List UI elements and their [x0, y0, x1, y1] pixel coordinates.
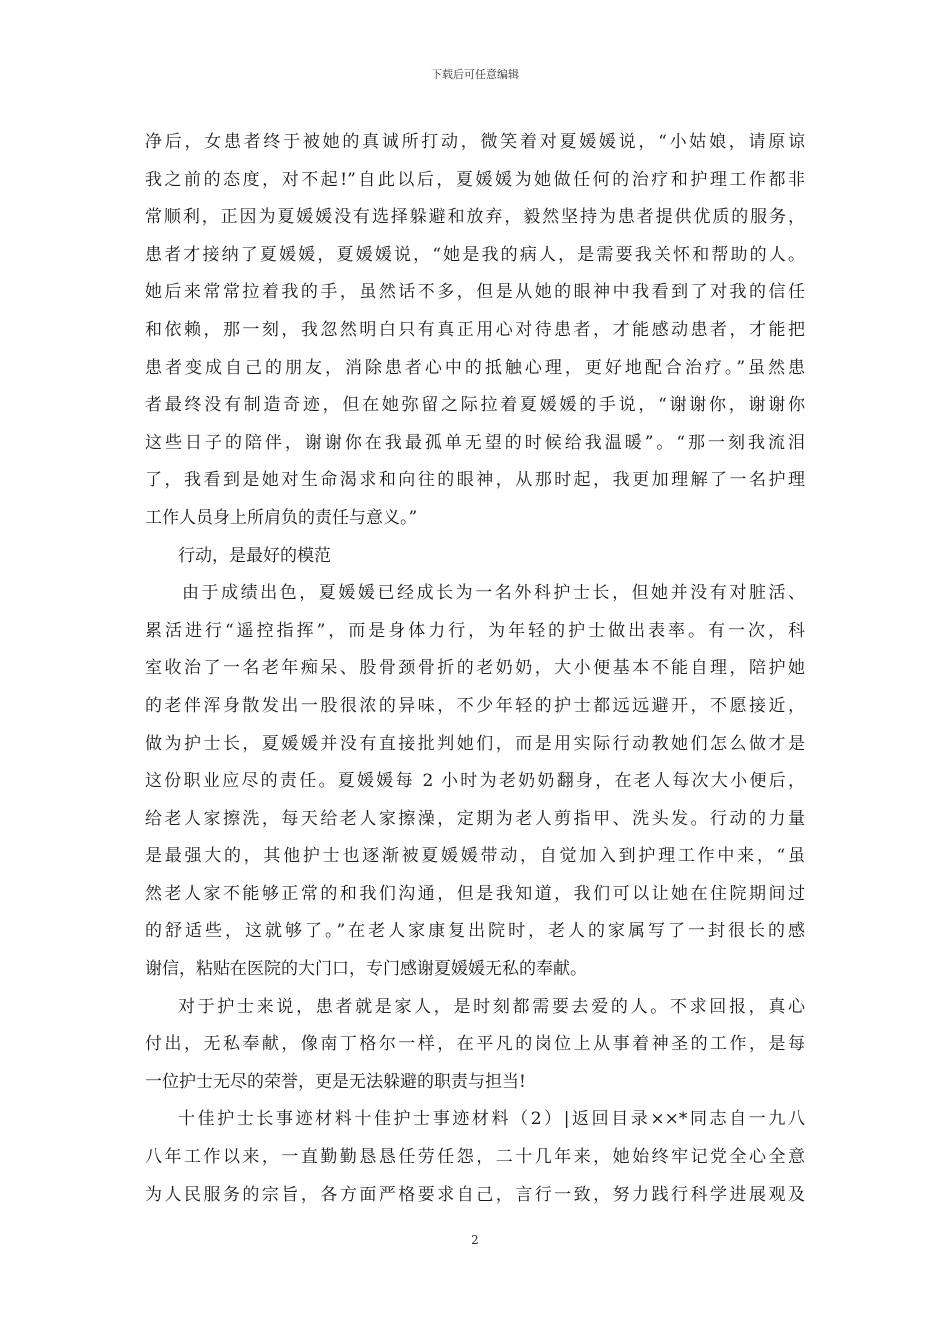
- page-header-note: 下载后可任意编辑: [431, 68, 519, 81]
- text-line: 十佳护士长事迹材料十佳护士事迹材料（2）|返回目录××*同志自一九八: [178, 1109, 805, 1130]
- text-line: 的舒适些，这就够了。”在老人家康复出院时，老人的家属写了一封很长的感: [145, 921, 805, 942]
- text-line: 做为护士长，夏媛媛并没有直接批判她们，而是用实际行动教她们怎么做才是: [145, 733, 805, 754]
- text-line: 八年工作以来，一直勤勤恳恳任劳任怨，二十几年来，她始终牢记党全心全意: [145, 1147, 805, 1168]
- text-line: 这些日子的陪伴，谢谢你在我最孤单无望的时候给我温暖”。“那一刻我流泪: [145, 432, 805, 453]
- text-line: 净后，女患者终于被她的真诚所打动，微笑着对夏媛媛说，“小姑娘，请原谅: [145, 132, 805, 152]
- page-number: 2: [471, 1233, 479, 1247]
- text-line: 常顺利，正因为夏媛媛没有选择躲避和放弃，毅然坚持为患者提供优质的服务，: [145, 207, 805, 228]
- text-line: 是最强大的，其他护士也逐渐被夏媛媛带动，自觉加入到护理工作中来，“虽: [145, 846, 805, 867]
- text-line: 给老人家擦洗，每天给老人家擦澡，定期为老人剪指甲、洗头发。行动的力量: [145, 808, 805, 829]
- text-line: 对于护士来说，患者就是家人，是时刻都需要去爱的人。不求回报，真心: [178, 996, 805, 1017]
- text-line: 然老人家不能够正常的和我们沟通，但是我知道，我们可以让她在住院期间过: [145, 883, 805, 904]
- text-line: 了，我看到是她对生命渴求和向往的眼神，从那时起，我更加理解了一名护理: [145, 470, 805, 491]
- text-line: 者最终没有制造奇迹，但在她弥留之际拉着夏媛媛的手说，“谢谢你，谢谢你: [145, 395, 805, 416]
- text-line: 和依赖，那一刻，我忽然明白只有真正用心对待患者，才能感动患者，才能把: [145, 319, 805, 340]
- section-heading: 行动，是最好的模范: [178, 545, 331, 566]
- text-line: 工作人员身上所肩负的责任与意义。”: [145, 507, 418, 528]
- document-body: [145, 124, 805, 1214]
- text-line: 患者才接纳了夏媛媛，夏媛媛说，“她是我的病人，是需要我关怀和帮助的人。: [145, 244, 805, 265]
- text-line: 她后来常常拉着我的手，虽然话不多，但是从她的眼神中我看到了对我的信任: [145, 282, 805, 303]
- text-line: 付出，无私奉献，像南丁格尔一样，在平凡的岗位上从事着神圣的工作，是每: [145, 1034, 805, 1055]
- text-line: 一位护士无尽的荣誉，更是无法躲避的职责与担当!: [145, 1071, 526, 1092]
- text-line: 我之前的态度，对不起!”自此以后，夏媛媛为她做任何的治疗和护理工作都非: [145, 169, 805, 190]
- text-line: 由于成绩出色，夏媛媛已经成长为一名外科护士长，但她并没有对脏活、: [182, 583, 805, 604]
- text-line: 的老伴浑身散发出一股很浓的异味，不少年轻的护士都远远避开，不愿接近，: [145, 695, 805, 716]
- text-line: 室收治了一名老年痴呆、股骨颈骨折的老奶奶，大小便基本不能自理，陪护她: [145, 658, 805, 679]
- text-line: 患者变成自己的朋友，消除患者心中的抵触心理，更好地配合治疗。”虽然患: [145, 357, 805, 378]
- text-line: 这份职业应尽的责任。夏媛媛每 2 小时为老奶奶翻身，在老人每次大小便后，: [145, 771, 805, 792]
- text-line: 累活进行“遥控指挥”，而是身体力行，为年轻的护士做出表率。有一次，科: [145, 620, 805, 641]
- text-line: 谢信，粘贴在医院的大门口，专门感谢夏媛媛无私的奉献。: [145, 959, 587, 980]
- text-line: 为人民服务的宗旨，各方面严格要求自己，言行一致，努力践行科学进展观及: [145, 1184, 805, 1205]
